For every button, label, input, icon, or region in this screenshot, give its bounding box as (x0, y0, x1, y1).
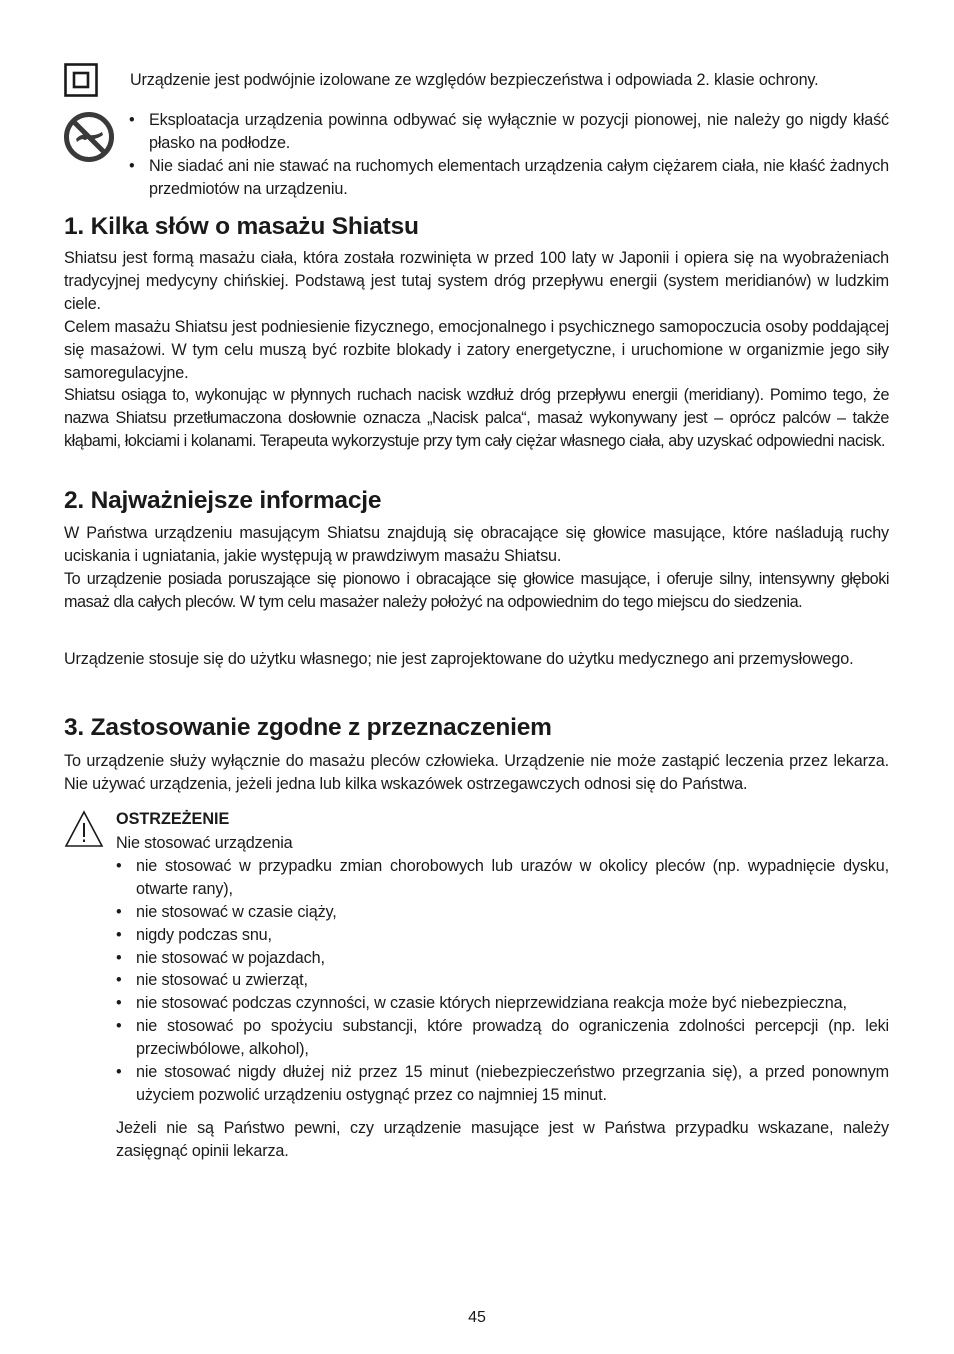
warning-triangle-icon (64, 810, 104, 848)
paragraph: W Państwa urządzeniu masującym Shiatsu znajdują się obracające się głowice masujące, które naśladują ruchy uciskania i ugniatania, jakie występują w prawdziwym masażu Shiatsu. (64, 524, 889, 565)
list-item: • nie stosować nigdy dłużej niż przez 15 minut (niebezpieczeństwo przegrzania się), a przed ponownym użyciem pozwolić urządzeniu ostygnąć przez co najmniej 15 minut. (116, 1061, 889, 1107)
list-item: • Eksploatacja urządzenia powinna odbywać się wyłącznie w pozycji pionowej, nie należy go nigdy kłaść płasko na podłodze. (129, 109, 889, 155)
section-1-body (64, 247, 889, 453)
warning-list (116, 855, 889, 1107)
list-item: • nie stosować po spożyciu substancji, które prowadzą do ograniczenia zdolności percepcji (np. leki przeciwbólowe, alkohol), (116, 1015, 889, 1061)
list-item: • nie stosować podczas czynności, w czasie których nieprzewidziana reakcja może być niebezpieczna, (116, 992, 889, 1015)
section-1-heading: 1. Kilka słów o masażu Shiatsu (64, 213, 419, 240)
intro-bullet-list (129, 109, 889, 201)
do-not-lay-flat-icon (63, 111, 115, 163)
warning-block (116, 808, 889, 1163)
warning-title: OSTRZEŻENIE (116, 810, 230, 828)
list-item: • nie stosować u zwierząt, (116, 969, 889, 992)
list-item: • nie stosować w pojazdach, (116, 947, 889, 970)
section-2-heading: 2. Najważniejsze informacje (64, 487, 382, 514)
page-number: 45 (468, 1309, 486, 1326)
list-item: • nie stosować w czasie ciąży, (116, 901, 889, 924)
paragraph: Shiatsu jest formą masażu ciała, która została rozwinięta w przed 100 laty w Japonii i opiera się na wyobrażeniach tradycyjnej medycyny chińskiej. Podstawą jest tutaj system dróg przepływu energii (system meridianów) w ludzkim ciele. (64, 249, 889, 313)
paragraph: To urządzenie służy wyłącznie do masażu pleców człowieka. Urządzenie nie może zastąpić leczenia przez lekarza. Nie używać urządzenia, jeżeli jedna lub kilka wskazówek ostrzegawczych odnosi się do Państwa. (64, 752, 889, 793)
paragraph: Shiatsu osiąga to, wykonując w płynnych ruchach nacisk wzdłuż dróg przepływu energii (meridiany). Pomimo tego, że nazwa Shiatsu przetłumaczona dosłownie oznacza „Nacisk palca“, masaż wykonywany jest – oprócz palców – także kłąbami, łokciami i kolanami. Terapeuta wykorzystuje przy tym cały ciężar własnego ciała, aby uzyskać odpowiedni nacisk. (64, 386, 889, 451)
paragraph: Celem masażu Shiatsu jest podniesienie fizycznego, emocjonalnego i psychicznego samopoczucia osoby poddającej się masażowi. W tym celu muszą być rozbite blokady i zatory energetyczne, i uruchomione w organizmie jego siły samoregulacyjne. (64, 317, 889, 382)
list-item: • nigdy podczas snu, (116, 924, 889, 947)
class-2-insulation-text: Urządzenie jest podwójnie izolowane ze względów bezpieczeństwa i odpowiada 2. klasie ochrony. (130, 71, 819, 89)
paragraph: Urządzenie stosuje się do użytku własnego; nie jest zaprojektowane do użytku medycznego ani przemysłowego. (64, 650, 854, 668)
class-2-insulation-icon (64, 63, 98, 97)
section-3-heading: 3. Zastosowanie zgodne z przeznaczeniem (64, 714, 552, 741)
list-item: • nie stosować w przypadku zmian chorobowych lub urazów w okolicy pleców (np. wypadnięcie dysku, otwarte rany), (116, 855, 889, 901)
list-item: • Nie siadać ani nie stawać na ruchomych elementach urządzenia całym ciężarem ciała, nie kłaść żadnych przedmiotów na urządzeniu. (129, 155, 889, 201)
section-2-body (64, 522, 889, 614)
warning-intro: Nie stosować urządzenia (116, 834, 293, 852)
paragraph: To urządzenie posiada poruszające się pionowo i obracające się głowice masujące, i oferuje silny, intensywny głęboki masaż dla całych pleców. W tym celu masażer należy położyć na odpowiednim do tego miejscu do siedzenia. (64, 569, 889, 611)
closing-paragraph: Jeżeli nie są Państwo pewni, czy urządzenie masujące jest w Państwa przypadku wskazane, należy zasięgnąć opinii lekarza. (116, 1118, 889, 1160)
